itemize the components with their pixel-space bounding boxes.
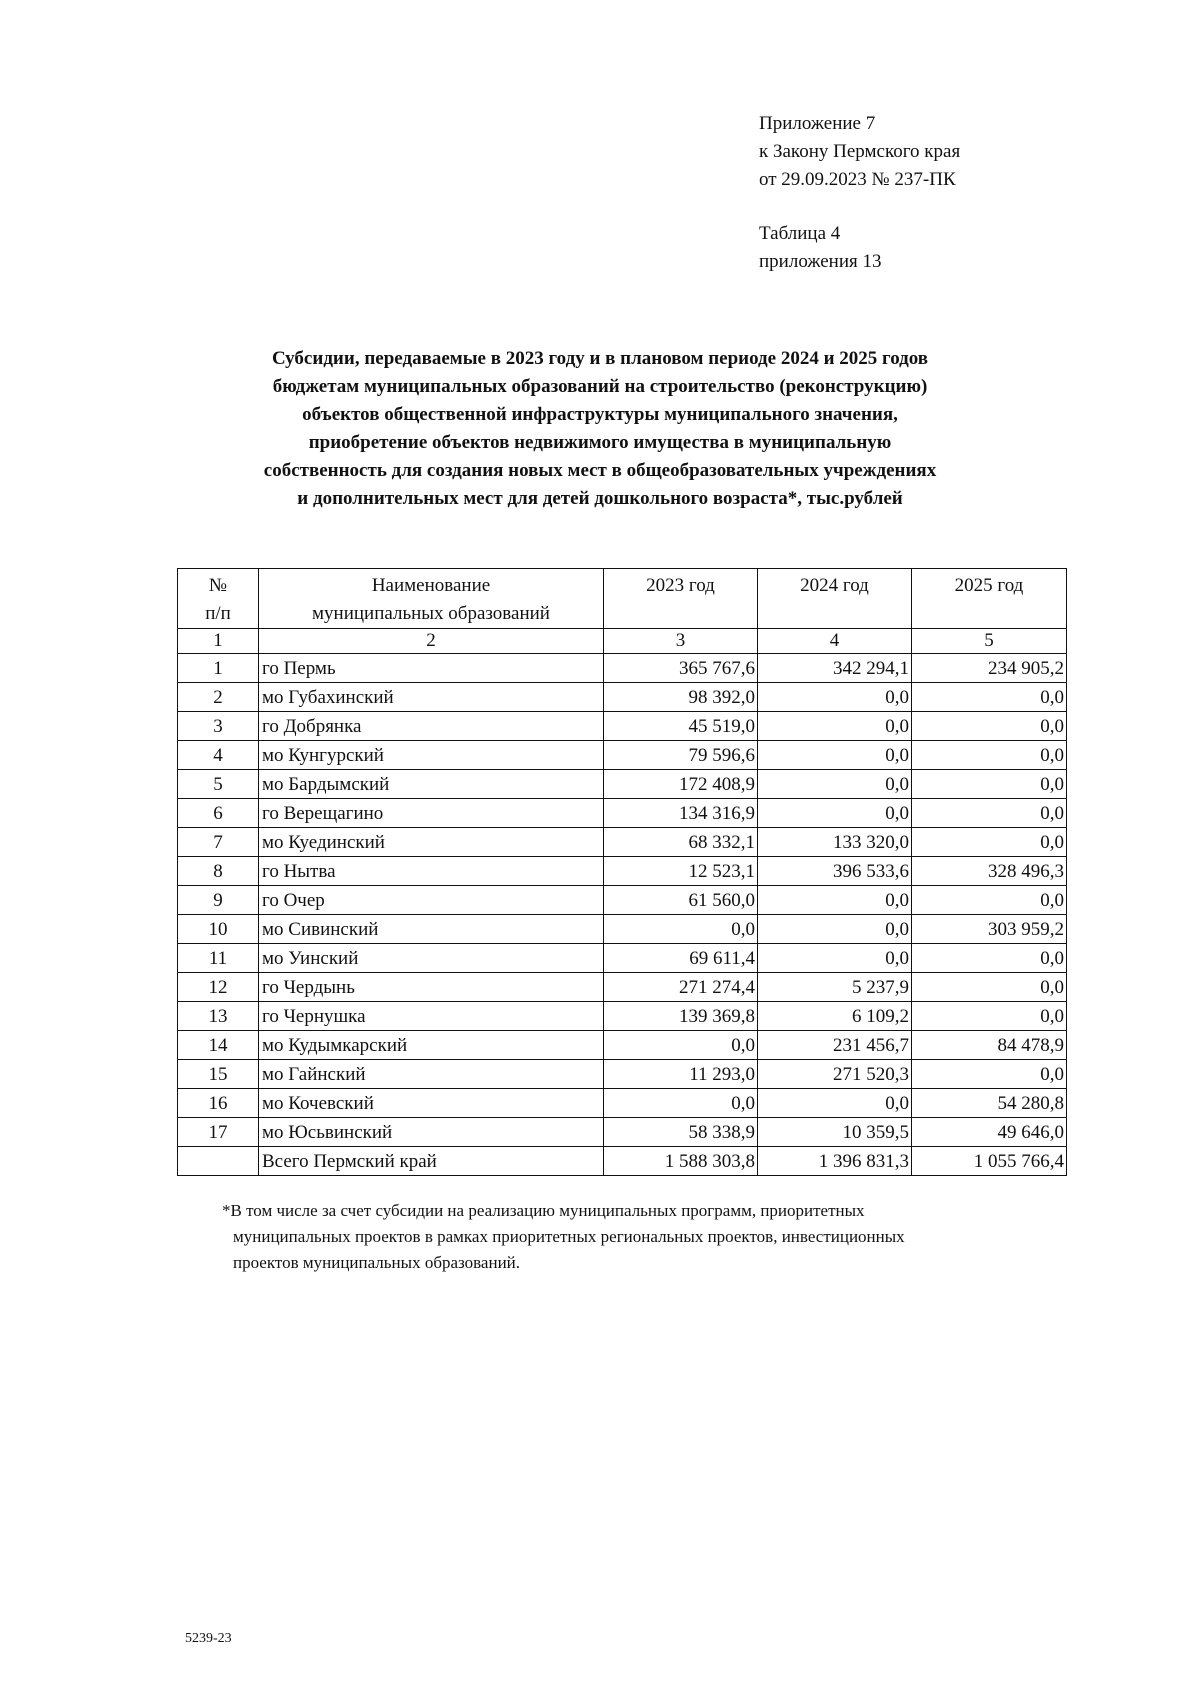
footnote-line: *В том числе за счет субсидии на реализацию муниципальных программ, приоритетных: [222, 1201, 865, 1220]
municipality-name: го Очер: [259, 886, 604, 915]
appendix-label: Приложение 7: [759, 113, 876, 134]
row-number: 6: [178, 799, 259, 828]
appendix-header: [759, 110, 960, 276]
value-2024: 0,0: [758, 741, 912, 770]
value-2023: 0,0: [604, 1031, 758, 1060]
value-2024: 396 533,6: [758, 857, 912, 886]
title-line: и дополнительных мест для детей дошкольного возраста*, тыс.рублей: [297, 488, 903, 509]
value-2024: 0,0: [758, 683, 912, 712]
column-index: 1: [178, 629, 259, 654]
col-header-2024: 2024 год: [758, 569, 912, 629]
value-2024: 0,0: [758, 712, 912, 741]
value-2025: 0,0: [912, 799, 1067, 828]
column-index: 4: [758, 629, 912, 654]
municipality-name: мо Губахинский: [259, 683, 604, 712]
value-2025: 0,0: [912, 828, 1067, 857]
row-number: 3: [178, 712, 259, 741]
value-2024: 133 320,0: [758, 828, 912, 857]
value-2025: 0,0: [912, 1060, 1067, 1089]
value-2023: 134 316,9: [604, 799, 758, 828]
table-ref: Таблица 4: [759, 223, 841, 244]
column-index: 2: [259, 629, 604, 654]
municipality-name: го Чернушка: [259, 1002, 604, 1031]
value-2023: 172 408,9: [604, 770, 758, 799]
municipality-name: мо Бардымский: [259, 770, 604, 799]
value-2023: 98 392,0: [604, 683, 758, 712]
column-index: 5: [912, 629, 1067, 654]
table-row: [178, 1031, 1067, 1060]
table-row: [178, 973, 1067, 1002]
value-2024: 0,0: [758, 915, 912, 944]
value-2024: 1 396 831,3: [758, 1147, 912, 1176]
value-2024: 6 109,2: [758, 1002, 912, 1031]
municipality-name: мо Кунгурский: [259, 741, 604, 770]
value-2025: 328 496,3: [912, 857, 1067, 886]
col-header-2023: 2023 год: [604, 569, 758, 629]
table-row: [178, 944, 1067, 973]
table-header-row: [178, 569, 1067, 629]
row-number: 11: [178, 944, 259, 973]
municipality-name: го Пермь: [259, 654, 604, 683]
row-number: 17: [178, 1118, 259, 1147]
row-number: 15: [178, 1060, 259, 1089]
title-line: приобретение объектов недвижимого имущества в муниципальную: [308, 432, 892, 453]
value-2023: 68 332,1: [604, 828, 758, 857]
value-2024: 0,0: [758, 770, 912, 799]
footnote: [222, 1198, 1082, 1276]
municipality-name: мо Сивинский: [259, 915, 604, 944]
col-header-num: № п/п: [178, 569, 259, 629]
table-row: [178, 915, 1067, 944]
footnote-line: проектов муниципальных образований.: [233, 1253, 521, 1272]
value-2025: 54 280,8: [912, 1089, 1067, 1118]
table-row: [178, 857, 1067, 886]
table-row: [178, 654, 1067, 683]
title-line: собственность для создания новых мест в общеобразовательных учреждениях: [263, 460, 937, 481]
value-2024: 0,0: [758, 1089, 912, 1118]
municipality-name: го Нытва: [259, 857, 604, 886]
municipality-name: мо Гайнский: [259, 1060, 604, 1089]
table-row: [178, 741, 1067, 770]
value-2025: 84 478,9: [912, 1031, 1067, 1060]
row-number: [178, 1147, 259, 1176]
row-number: 9: [178, 886, 259, 915]
row-number: 12: [178, 973, 259, 1002]
value-2025: 0,0: [912, 770, 1067, 799]
column-index: 3: [604, 629, 758, 654]
row-number: 14: [178, 1031, 259, 1060]
value-2024: 231 456,7: [758, 1031, 912, 1060]
row-number: 2: [178, 683, 259, 712]
table-row: [178, 1002, 1067, 1031]
table-row: [178, 683, 1067, 712]
value-2025: 0,0: [912, 683, 1067, 712]
table-body: [178, 654, 1067, 1176]
municipality-name: го Чердынь: [259, 973, 604, 1002]
subsidy-table: [177, 568, 1067, 1176]
row-number: 4: [178, 741, 259, 770]
value-2024: 0,0: [758, 944, 912, 973]
value-2025: 1 055 766,4: [912, 1147, 1067, 1176]
value-2025: 0,0: [912, 944, 1067, 973]
municipality-name: мо Куединский: [259, 828, 604, 857]
table-row: [178, 828, 1067, 857]
value-2023: 69 611,4: [604, 944, 758, 973]
table-row: [178, 886, 1067, 915]
value-2023: 0,0: [604, 1089, 758, 1118]
table-row: [178, 1089, 1067, 1118]
value-2023: 365 767,6: [604, 654, 758, 683]
law-label: к Закону Пермского края: [759, 141, 961, 162]
value-2024: 342 294,1: [758, 654, 912, 683]
value-2025: 303 959,2: [912, 915, 1067, 944]
row-number: 8: [178, 857, 259, 886]
value-2025: 0,0: [912, 1002, 1067, 1031]
value-2023: 12 523,1: [604, 857, 758, 886]
annex-ref: приложения 13: [759, 251, 882, 272]
value-2025: 0,0: [912, 741, 1067, 770]
value-2023: 58 338,9: [604, 1118, 758, 1147]
document-title: [150, 345, 1050, 513]
row-number: 5: [178, 770, 259, 799]
municipality-name: мо Кудымкарский: [259, 1031, 604, 1060]
title-line: бюджетам муниципальных образований на строительство (реконструкцию): [272, 376, 928, 397]
value-2023: 61 560,0: [604, 886, 758, 915]
row-number: 10: [178, 915, 259, 944]
value-2025: 234 905,2: [912, 654, 1067, 683]
value-2024: 0,0: [758, 886, 912, 915]
municipality-name: го Верещагино: [259, 799, 604, 828]
col-header-2025: 2025 год: [912, 569, 1067, 629]
row-number: 1: [178, 654, 259, 683]
value-2023: 79 596,6: [604, 741, 758, 770]
row-number: 7: [178, 828, 259, 857]
row-number: 16: [178, 1089, 259, 1118]
value-2025: 49 646,0: [912, 1118, 1067, 1147]
title-line: объектов общественной инфраструктуры муниципального значения,: [302, 404, 898, 425]
municipality-name: го Добрянка: [259, 712, 604, 741]
value-2025: 0,0: [912, 886, 1067, 915]
value-2023: 139 369,8: [604, 1002, 758, 1031]
value-2023: 45 519,0: [604, 712, 758, 741]
value-2024: 0,0: [758, 799, 912, 828]
document-number: 5239-23: [185, 1631, 232, 1646]
law-date: от 29.09.2023 № 237-ПК: [759, 169, 956, 190]
municipality-name: мо Кочевский: [259, 1089, 604, 1118]
total-row: [178, 1147, 1067, 1176]
value-2024: 10 359,5: [758, 1118, 912, 1147]
municipality-name: Всего Пермский край: [259, 1147, 604, 1176]
value-2023: 11 293,0: [604, 1060, 758, 1089]
row-number: 13: [178, 1002, 259, 1031]
table-row: [178, 1060, 1067, 1089]
value-2023: 271 274,4: [604, 973, 758, 1002]
title-line: Субсидии, передаваемые в 2023 году и в плановом периоде 2024 и 2025 годов: [271, 348, 929, 369]
municipality-name: мо Юсьвинский: [259, 1118, 604, 1147]
col-header-name: Наименование муниципальных образований: [259, 569, 604, 629]
table-row: [178, 712, 1067, 741]
table-row: [178, 770, 1067, 799]
column-index-row: [178, 629, 1067, 654]
value-2025: 0,0: [912, 973, 1067, 1002]
table-row: [178, 799, 1067, 828]
footnote-line: муниципальных проектов в рамках приоритетных региональных проектов, инвестиционных: [233, 1227, 905, 1246]
value-2023: 0,0: [604, 915, 758, 944]
value-2024: 271 520,3: [758, 1060, 912, 1089]
value-2023: 1 588 303,8: [604, 1147, 758, 1176]
municipality-name: мо Уинский: [259, 944, 604, 973]
value-2024: 5 237,9: [758, 973, 912, 1002]
table-row: [178, 1118, 1067, 1147]
value-2025: 0,0: [912, 712, 1067, 741]
